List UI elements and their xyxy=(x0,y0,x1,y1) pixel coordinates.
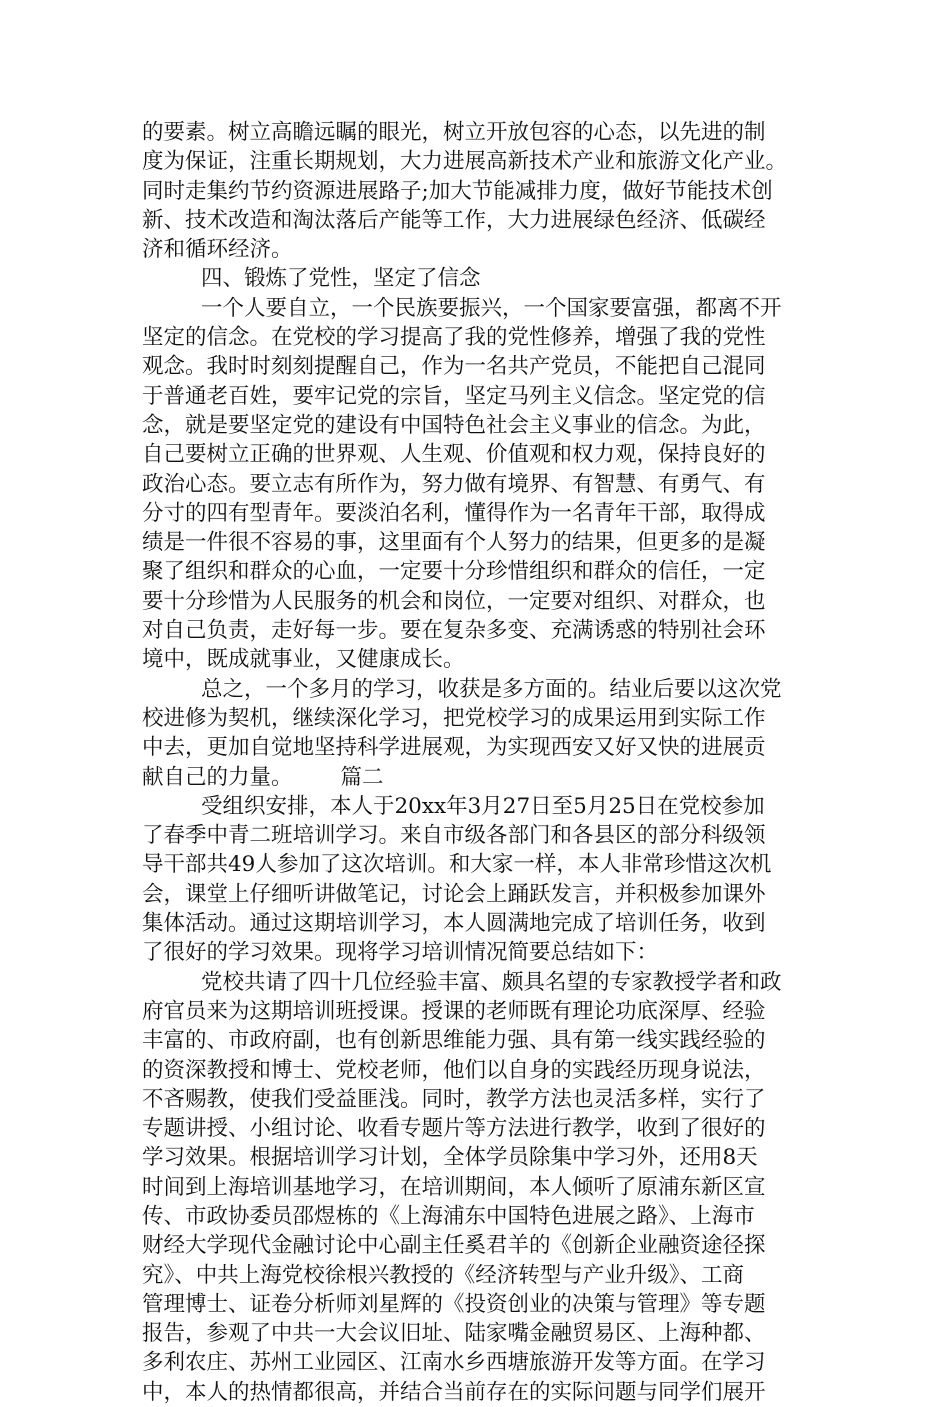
text-line-content: 了很好的学习效果。现将学习培训情况简要总结如下： xyxy=(142,940,659,966)
text-line xyxy=(142,997,832,1026)
text-line xyxy=(142,1173,832,1202)
text-line xyxy=(142,909,832,938)
text-line-content: 度为保证，注重长期规划，大力进展高新技术产业和旅游文化产业。 xyxy=(142,149,788,175)
text-line-content: 同时走集约节约资源进展路子;加大节能减排力度，做好节能技术创 xyxy=(142,178,773,204)
text-line xyxy=(142,382,832,411)
text-line-content: 四、锻炼了党性，坚定了信念 xyxy=(201,266,481,292)
text-line xyxy=(142,264,832,293)
text-line-content: 新、技术改造和淘汰落后产能等工作，大力进展绿色经济、低碳经 xyxy=(142,207,766,233)
text-line-content: 财经大学现代金融讨论中心副主任奚君羊的《创新企业融资途径探 xyxy=(142,1233,766,1259)
text-line xyxy=(142,1085,832,1114)
text-line xyxy=(142,1143,832,1172)
text-line-content: 献自己的力量。 xyxy=(142,764,293,790)
text-line xyxy=(142,1261,832,1290)
text-line xyxy=(142,294,832,323)
text-line xyxy=(142,587,832,616)
text-line-content: 了春季中青二班培训学习。来自市级各部门和各县区的部分科级领 xyxy=(142,823,766,849)
text-line xyxy=(142,704,832,733)
text-line-content: 绩是一件很不容易的事，这里面有个人努力的结果，但更多的是凝 xyxy=(142,530,766,556)
text-line-content: 念，就是要坚定党的建设有中国特色社会主义事业的信念。为此， xyxy=(142,412,766,438)
text-line-content: 学习效果。根据培训学习计划，全体学员除集中学习外，还用8天 xyxy=(142,1145,758,1171)
text-line xyxy=(142,470,832,499)
text-line-content: 的要素。树立高瞻远瞩的眼光，树立开放包容的心态，以先进的制 xyxy=(142,120,766,145)
text-line xyxy=(142,968,832,997)
text-line-content: 导干部共49人参加了这次培训。和大家一样，本人非常珍惜这次机 xyxy=(142,852,772,878)
text-line-content: 要十分珍惜为人民服务的机会和岗位，一定要对组织、对群众，也 xyxy=(142,588,766,614)
text-line xyxy=(142,352,832,381)
text-line xyxy=(142,1378,832,1407)
text-line-content: 的资深教授和博士、党校老师，他们以自身的实践经历现身说法， xyxy=(142,1057,766,1083)
text-line xyxy=(142,528,832,557)
text-line xyxy=(142,440,832,469)
text-line xyxy=(142,763,832,792)
text-line xyxy=(142,733,832,762)
text-line xyxy=(142,850,832,879)
text-line xyxy=(142,821,832,850)
text-line-content: 丰富的、市政府副，也有创新思维能力强、具有第一线实践经验的 xyxy=(142,1028,766,1054)
text-line-content: 府官员来为这期培训班授课。授课的老师既有理论功底深厚、经验 xyxy=(142,998,766,1024)
text-line xyxy=(142,675,832,704)
text-line-content: 对自己负责，走好每一步。要在复杂多变、充满诱惑的特别社会环 xyxy=(142,618,766,644)
text-line xyxy=(142,1202,832,1231)
text-line-content: 究》、中共上海党校徐根兴教授的《经济转型与产业升级》、工商 xyxy=(142,1262,745,1288)
text-line xyxy=(142,1231,832,1260)
text-line-content: 于普通老百姓，要牢记党的宗旨，坚定马列主义信念。坚定党的信 xyxy=(142,383,766,409)
text-line-content: 会，课堂上仔细听讲做笔记，讨论会上踊跃发言，并积极参加课外 xyxy=(142,881,766,907)
text-line-content: 中，本人的热情都很高，并结合当前存在的实际问题与同学们展开 xyxy=(142,1379,766,1405)
text-line xyxy=(142,1114,832,1143)
text-line-content: 不吝赐教，使我们受益匪浅。同时，教学方法也灵活多样，实行了 xyxy=(142,1086,766,1112)
text-line-content: 时间到上海培训基地学习，在培训期间，本人倾听了原浦东新区宣 xyxy=(142,1174,766,1200)
text-line-content: 受组织安排，本人于20xx年3月27日至5月25日在党校参加 xyxy=(201,793,765,819)
text-line-content: 坚定的信念。在党校的学习提高了我的党性修养，增强了我的党性 xyxy=(142,325,766,351)
text-line-content: 管理博士、证卷分析师刘星辉的《投资创业的决策与管理》等专题 xyxy=(142,1291,766,1317)
text-line xyxy=(142,1319,832,1348)
text-line xyxy=(142,206,832,235)
text-line-content: 校进修为契机，继续深化学习，把党校学习的成果运用到实际工作 xyxy=(142,705,766,731)
text-line xyxy=(142,792,832,821)
text-line-content: 政治心态。要立志有所作为，努力做有境界、有智慧、有勇气、有 xyxy=(142,471,766,497)
text-line xyxy=(142,1056,832,1085)
text-line xyxy=(142,616,832,645)
text-line xyxy=(142,235,832,264)
text-line xyxy=(142,499,832,528)
text-line-content: 报告，参观了中共一大会议旧址、陆家嘴金融贸易区、上海种都、 xyxy=(142,1321,766,1347)
text-line-content: 分寸的四有型青年。要淡泊名利，懂得作为一名青年干部，取得成 xyxy=(142,500,766,526)
text-line-content: 境中，既成就事业，又健康成长。 xyxy=(142,647,465,673)
text-line-content: 专题讲授、小组讨论、收看专题片等方法进行教学，收到了很好的 xyxy=(142,1116,766,1142)
text-line xyxy=(142,938,832,967)
text-line xyxy=(142,118,832,147)
section-heading: 篇二 xyxy=(340,764,384,790)
text-line xyxy=(142,177,832,206)
document-page xyxy=(142,118,832,1407)
text-line-content: 一个人要自立，一个民族要振兴，一个国家要富强，都离不开 xyxy=(201,295,782,321)
text-line xyxy=(142,1290,832,1319)
text-line-content: 党校共请了四十几位经验丰富、颇具名望的专家教授学者和政 xyxy=(201,969,782,995)
text-line xyxy=(142,1026,832,1055)
text-line-content: 中去，更加自觉地坚持科学进展观，为实现西安又好又快的进展贡 xyxy=(142,735,766,761)
text-line-content: 观念。我时时刻刻提醒自己，作为一名共产党员，不能把自己混同 xyxy=(142,354,766,380)
text-line-content: 传、市政协委员邵煜栋的《上海浦东中国特色进展之路》、上海市 xyxy=(142,1203,755,1229)
text-line xyxy=(142,1348,832,1377)
text-line-content: 总之，一个多月的学习，收获是多方面的。结业后要以这次党 xyxy=(201,676,782,702)
text-line xyxy=(142,645,832,674)
text-line xyxy=(142,880,832,909)
text-line-content: 聚了组织和群众的心血，一定要十分珍惜组织和群众的信任，一定 xyxy=(142,559,766,585)
text-line-content: 多利农庄、苏州工业园区、江南水乡西塘旅游开发等方面。在学习 xyxy=(142,1350,766,1376)
text-line xyxy=(142,557,832,586)
text-line-content: 集体活动。通过这期培训学习，本人圆满地完成了培训任务，收到 xyxy=(142,911,766,937)
text-line-content: 济和循环经济。 xyxy=(142,237,293,263)
text-line-content: 自己要树立正确的世界观、人生观、价值观和权力观，保持良好的 xyxy=(142,442,766,468)
text-line xyxy=(142,411,832,440)
text-line xyxy=(142,323,832,352)
text-line xyxy=(142,147,832,176)
